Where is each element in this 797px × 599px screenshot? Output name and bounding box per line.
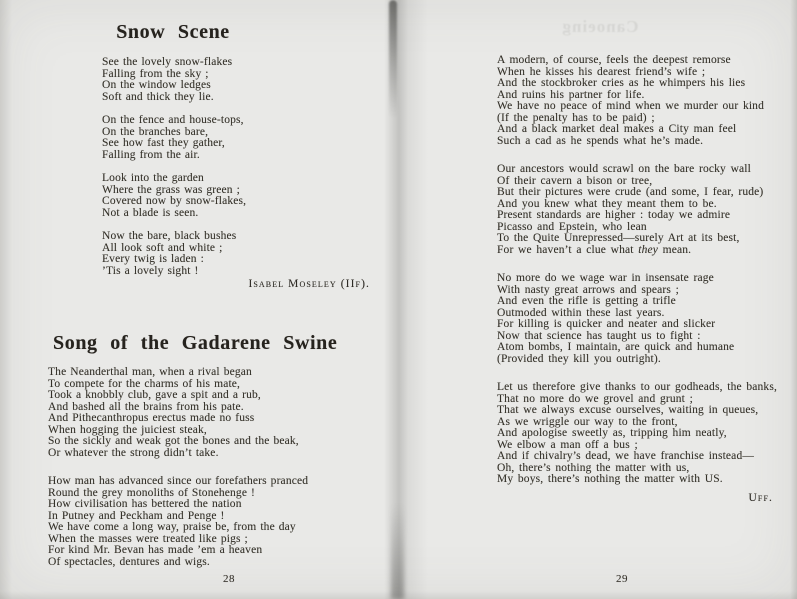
stanza	[497, 273, 777, 365]
poem-line: No more do we wage war in insensate rage	[497, 272, 714, 284]
poem-line: Now that science has taught us to fight :	[497, 329, 701, 342]
poem-line: Or whatever the strong didn’t take.	[48, 446, 219, 459]
poem-line: That no more do we grovel and grunt ;	[497, 392, 693, 405]
poem-line: And a black market deal makes a City man feel	[497, 123, 737, 135]
poem-line: ’Tis a lovely sight !	[102, 264, 199, 277]
poem-line: Round the grey monoliths of Stonehenge !	[48, 486, 255, 499]
poem-line: We elbow a man off a bus ;	[497, 438, 638, 451]
poem-line: And even the rifle is getting a trifle	[497, 295, 676, 307]
scan-edge-bottom	[0, 591, 797, 599]
stanza	[102, 115, 246, 161]
poem-line: Picasso and Epstein, who lean	[497, 220, 647, 233]
poem-line: Where the grass was green ;	[102, 183, 240, 196]
poem-line: Took a knobbly club, gave a spit and a rub,	[48, 389, 261, 401]
poem-title-snow-scene: Snow Scene	[116, 21, 230, 43]
poem-line: How civilisation has bettered the nation	[48, 498, 242, 510]
scan-edge-right	[790, 0, 797, 599]
poem-line: And Pithecanthropus erectus made no fuss	[48, 412, 255, 424]
poem-line: And if chivalry’s dead, we have franchise instead—	[497, 450, 754, 462]
poem-line: For we haven’t a clue what they mean.	[497, 243, 692, 256]
poem-line: As we wriggle our way to the front,	[497, 415, 678, 428]
poem-line: We have no peace of mind when we murder our kind	[497, 100, 764, 112]
poem-line: That we always excuse ourselves, waiting in queues,	[497, 404, 759, 416]
poem-line: My boys, there’s nothing the matter with US.	[497, 473, 723, 485]
poem-line: Let us therefore give thanks to our godheads, the banks,	[497, 381, 777, 393]
poem-line: On the branches bare,	[102, 125, 209, 138]
poem-line: (If the penalty has to be paid) ;	[497, 111, 655, 124]
poem-right-page	[497, 55, 777, 503]
poem-line: On the window ledges	[102, 79, 211, 91]
poem-line: Our ancestors would scrawl on the bare rocky wall	[497, 163, 751, 175]
poem-line: See the lovely snow-flakes	[102, 56, 233, 68]
scan-edge-left	[0, 0, 12, 599]
poem-gadarene-swine	[48, 367, 308, 585]
stanza	[497, 55, 777, 147]
poem-line: When he kisses his dearest friend’s wife ;	[497, 65, 706, 78]
poem-line: Look into the garden	[102, 172, 204, 184]
poem-line: Every twig is laden :	[102, 253, 205, 265]
poem-line: So the sickly and weak got the bones and the beak,	[48, 435, 299, 447]
poem-line: (Provided they kill you outright).	[497, 352, 661, 365]
poem-line: All look soft and white ;	[102, 241, 223, 254]
poem-line: Outmoded within these last years.	[497, 306, 665, 319]
poem-line: To the Quite Unrepressed—surely Art at its best,	[497, 232, 740, 244]
page-number-left: 28	[223, 573, 235, 585]
stanza	[102, 173, 246, 219]
poem-line: And the stockbroker cries as he whimpers his lies	[497, 77, 746, 89]
poem-line: Not a blade is seen.	[102, 206, 199, 219]
poem-line: Falling from the air.	[102, 148, 200, 161]
page-number-right: 29	[616, 573, 628, 585]
poem-line: Of spectacles, dentures and wigs.	[48, 555, 210, 568]
poem-line: When the masses were treated like pigs ;	[48, 532, 248, 545]
poem-line: With nasty great arrows and spears ;	[497, 283, 679, 296]
poem-line: See how fast they gather,	[102, 137, 225, 149]
stanza	[102, 57, 246, 103]
poem-line: And apologise sweetly as, tripping him neatly,	[497, 427, 727, 439]
poem-line: In Putney and Peckham and Penge !	[48, 509, 225, 522]
poem-line: And bashed all the brains from his pate.	[48, 400, 244, 413]
poem-line: And ruins his partner for life.	[497, 88, 645, 101]
poem-line: To compete for the charms of his mate,	[48, 377, 241, 390]
poem-line: Of their cavern a bison or tree,	[497, 174, 653, 187]
show-through-ghost-text: Canoeing	[561, 17, 639, 36]
gutter-shadow-top	[389, 0, 397, 118]
poem-line: When hogging the juiciest steak,	[48, 423, 207, 436]
poem-snow-scene	[102, 57, 246, 289]
stanza	[102, 231, 246, 277]
poem-line: But their pictures were crude (and some, I fear, rude)	[497, 186, 764, 198]
poem-line: Oh, there’s nothing the matter with us,	[497, 461, 690, 474]
poem-line: Covered now by snow-flakes,	[102, 195, 247, 207]
poem-line: How man has advanced since our forefathers pranced	[48, 475, 309, 487]
poem-line: We have come a long way, praise be, from the day	[48, 521, 296, 533]
poem-line: Atom bombs, I maintain, are quick and humane	[497, 341, 735, 353]
poem-line: Now the bare, black bushes	[102, 230, 237, 242]
poem-line: A modern, of course, feels the deepest remorse	[497, 54, 731, 66]
poem-line: The Neanderthal man, when a rival began	[48, 366, 252, 378]
gutter-shadow-bottom	[391, 504, 404, 599]
poem-line: Falling from the sky ;	[102, 67, 209, 80]
stanza	[497, 382, 777, 486]
poem-line: And you knew what they meant them to be.	[497, 197, 717, 210]
poem-attribution-right: Uff.	[748, 492, 773, 504]
stanza	[48, 367, 308, 459]
poem-line: For kind Mr. Bevan has made ’em a heaven	[48, 544, 263, 556]
stanza	[48, 476, 308, 568]
poem-line: Such a cad as he spends what he’s made.	[497, 134, 704, 147]
poem-line: On the fence and house-tops,	[102, 114, 244, 126]
stanza	[497, 164, 777, 256]
poem-title-gadarene-swine: Song of the Gadarene Swine	[53, 332, 338, 354]
poem-line: Soft and thick they lie.	[102, 90, 214, 103]
poem-attribution-left: Isabel Moseley (IIf).	[248, 278, 370, 290]
poem-line: Present standards are higher : today we admire	[497, 209, 731, 221]
poem-line: For killing is quicker and neater and slicker	[497, 318, 716, 330]
